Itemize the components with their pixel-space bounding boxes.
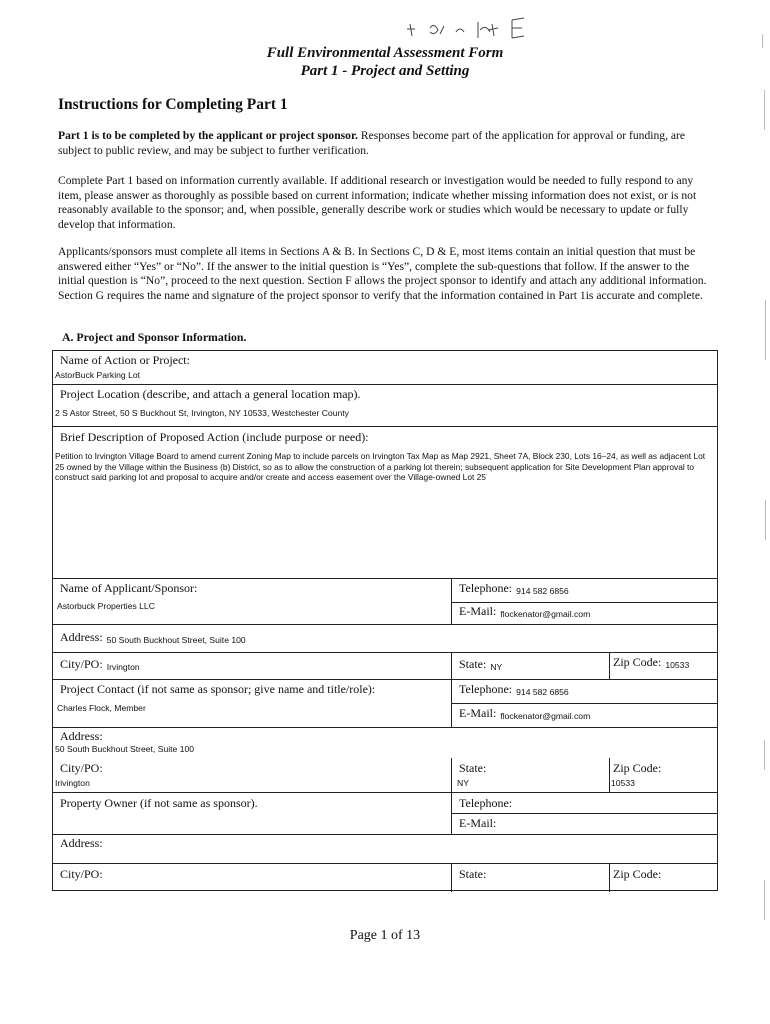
applicant-email: [459, 604, 590, 620]
applicant-state-label: State:: [459, 657, 487, 671]
applicant-email-label: E-Mail:: [459, 604, 497, 618]
applicant-address: [60, 630, 246, 646]
instructions-p1-rest: Responses become part of the application for approval or funding, are subject to public review, and may be subject to further verification.: [58, 129, 686, 157]
contact-telephone: [459, 682, 569, 698]
contact-telephone-field[interactable]: 914 582 6856: [516, 687, 569, 697]
applicant-city-label: City/PO:: [60, 657, 103, 671]
instructions-p1-bold: Part 1 is to be completed by the applicant or project sponsor.: [58, 129, 358, 142]
contact-label: Project Contact (if not same as sponsor; give name and title/role):: [60, 682, 376, 696]
applicant-address-field[interactable]: 50 South Buckhout Street, Suite 100: [106, 635, 246, 645]
applicant-address-label: Address:: [60, 630, 103, 644]
instructions-heading: Instructions for Completing Part 1: [58, 96, 288, 113]
contact-telephone-label: Telephone:: [459, 682, 513, 696]
section-a-heading: A. Project and Sponsor Information.: [62, 330, 247, 344]
section-a-form: [52, 350, 718, 891]
page-number: Page 1 of 13: [349, 928, 421, 943]
applicant-label: Name of Applicant/Sponsor:: [60, 581, 198, 595]
contact-zip-label: Zip Code:: [613, 761, 662, 775]
description-field[interactable]: Petition to Irvington Village Board to amend current Zoning Map to include parcels on Irvington Tax Map as Map 2921, Sheet 7A, Block 230, Lots 16–24, as well as adjacent Lot 25 owned by the Village within the Business (b) District, so as to allow the construction of a parking lot therein; subsequent application for Site Development Plan approval to construct said parking lot and proposal to acquire and/or create and access easement over the Village-owned Lot 25: [55, 451, 706, 483]
applicant-state: [459, 657, 502, 673]
contact-address-field[interactable]: 50 South Buckhout Street, Suite 100: [55, 744, 195, 754]
instructions-paragraph-2: Complete Part 1 based on information currently available. If additional research or investigation would be needed to fully respond to any item, please answer as thoroughly as possible based on current information; indicate whether missing information does not exist, or is not reasonably available to the sponsor; and, when possible, generally describe work or studies which would be necessary to update or fully develop that information.: [58, 174, 697, 231]
applicant-field[interactable]: Astorbuck Properties LLC: [57, 601, 155, 611]
instructions-paragraph-1: [58, 129, 714, 158]
contact-city-field[interactable]: Irivington: [55, 778, 90, 788]
applicant-zip-field[interactable]: 10533: [665, 660, 690, 670]
applicant-email-field[interactable]: flockenator@gmail.com: [500, 609, 591, 619]
form-subtitle: Part 1 - Project and Setting: [300, 63, 470, 79]
contact-state-label: State:: [459, 761, 487, 775]
owner-email-label[interactable]: E-Mail:: [459, 816, 497, 830]
contact-email-label: E-Mail:: [459, 706, 497, 720]
applicant-telephone: [459, 581, 569, 597]
contact-state-field[interactable]: NY: [457, 778, 469, 788]
contact-email-field[interactable]: flockenator@gmail.com: [500, 711, 591, 721]
project-location-label: Project Location (describe, and attach a general location map).: [60, 387, 361, 401]
contact-email: [459, 706, 590, 722]
owner-telephone-label[interactable]: Telephone:: [459, 796, 513, 810]
owner-city-label[interactable]: City/PO:: [60, 867, 103, 881]
handwritten-annotation: [400, 16, 530, 42]
contact-city-label: City/PO:: [60, 761, 103, 775]
owner-label: Property Owner (if not same as sponsor).: [60, 796, 258, 810]
action-name-field[interactable]: AstorBuck Parking Lot: [55, 370, 141, 380]
applicant-telephone-field[interactable]: 914 582 6856: [516, 586, 569, 596]
description-label: Brief Description of Proposed Action (include purpose or need):: [60, 430, 369, 444]
owner-address-label[interactable]: Address:: [60, 836, 103, 850]
applicant-city: [60, 657, 140, 673]
contact-address-label: Address:: [60, 729, 103, 743]
contact-field[interactable]: Charles Flock, Member: [57, 703, 146, 713]
applicant-zip-label: Zip Code:: [613, 655, 662, 669]
applicant-telephone-label: Telephone:: [459, 581, 513, 595]
form-title: Full Environmental Assessment Form: [266, 45, 504, 61]
instructions-paragraph-3: Applicants/sponsors must complete all items in Sections A & B. In Sections C, D & E, most items contain an initial question that must be answered either “Yes” or “No”. If the answer to the initial question is “Yes”, complete the sub-questions that follow. If the answer to the initial question is “No”, proceed to the next question. Section F allows the project sponsor to identify and attach any additional information. Section G requires the name and signature of the project sponsor to verify that the information contained in Part 1is accurate and complete.: [58, 245, 707, 302]
project-location-field[interactable]: 2 S Astor Street, 50 S Buckhout St, Irvington, NY 10533, Westchester County: [55, 408, 349, 418]
applicant-city-field[interactable]: Irvington: [106, 662, 140, 672]
applicant-state-field[interactable]: NY: [490, 662, 503, 672]
contact-zip-field[interactable]: 10533: [611, 778, 635, 788]
owner-state-label[interactable]: State:: [459, 867, 487, 881]
action-name-label: Name of Action or Project:: [60, 353, 190, 367]
owner-zip-label[interactable]: Zip Code:: [613, 867, 662, 881]
applicant-zip: [613, 655, 689, 671]
